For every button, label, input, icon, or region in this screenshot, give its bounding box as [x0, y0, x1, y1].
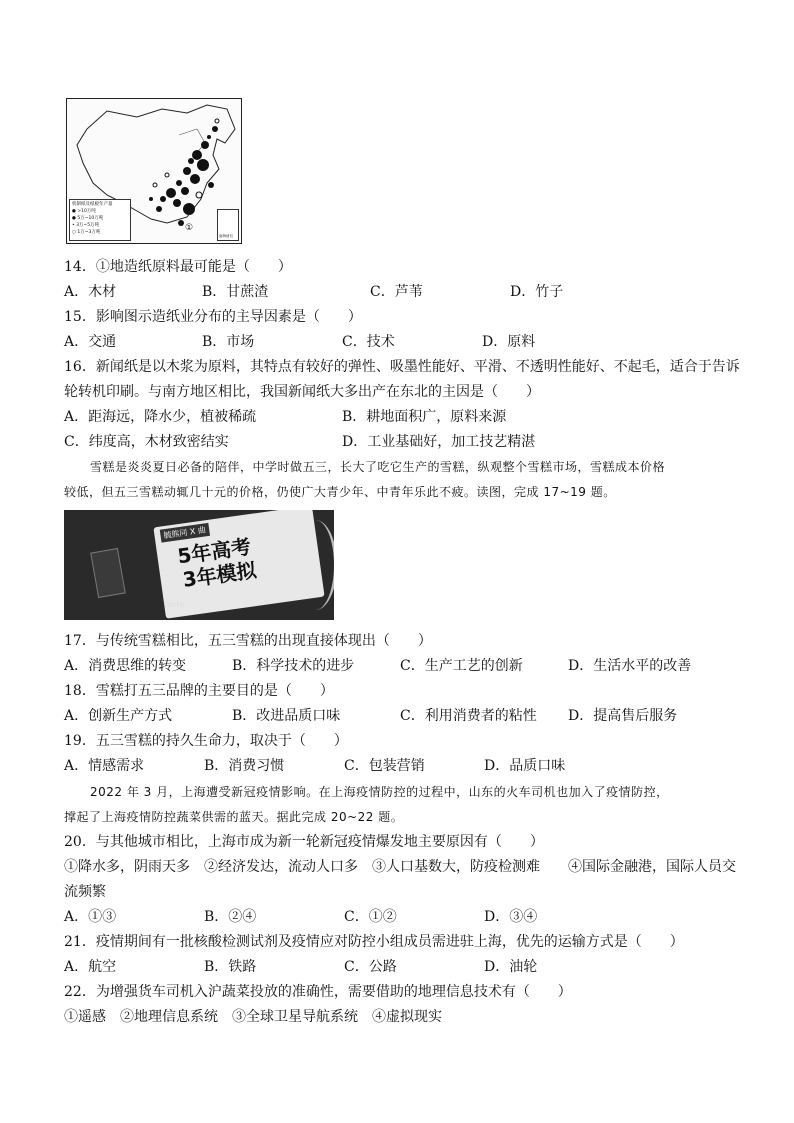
ice-cream-stick-image — [90, 548, 126, 598]
q15-option-d: D．原料 — [482, 334, 536, 350]
q16-option-a: A．距海远，降水少，植被稀疏 — [64, 409, 257, 425]
question-16-stem-line2: 轮转机印刷。与南方地区相比，我国新闻纸大多出产在东北的主因是（ ） — [64, 384, 540, 400]
question-19-stem: 19．五三雪糕的持久生命力，取决于（ ） — [64, 733, 348, 749]
q17-option-d: D．生活水平的改善 — [568, 658, 692, 674]
passage-17-19 — [64, 455, 728, 505]
q17-option-b: B．科学技术的进步 — [232, 658, 355, 674]
q21-option-a: A．航空 — [64, 959, 117, 975]
passage-line: 较低，但五三雪糕动辄几十元的价格，仍使广大青少年、中青年乐此不疲。读图，完成 17~19 题。 — [64, 485, 616, 499]
package-brand-label: 毓熊同 X 曲 — [160, 523, 210, 543]
question-20-items-line1: ①降水多，阴雨天多 ②经济发达，流动人口多 ③人口基数大，防疫检测难 ④国际金融港，国际人员交 — [64, 859, 736, 875]
question-20-items-line2: 流频繁 — [64, 884, 106, 900]
q19-option-c: C．包装营销 — [344, 758, 425, 774]
passage-line: 雪糕是炎炎夏日必备的陪伴，中学时做五三，长大了吃它生产的雪糕，纵观整个雪糕市场，雪糕成本价格 — [90, 460, 666, 474]
q17-option-a: A．消费思维的转变 — [64, 658, 187, 674]
q20-option-d: D．③④ — [484, 909, 538, 925]
passage-line: 撑起了上海疫情防控蔬菜供需的蓝天。据此完成 20~22 题。 — [64, 810, 404, 824]
map-legend-item: ● >10万吨 — [72, 209, 96, 214]
map-legend-item: ○ 1万~3万吨 — [72, 230, 101, 235]
q14-option-b: B．甘蔗渣 — [202, 284, 269, 300]
q20-option-c: C．①② — [344, 909, 397, 925]
passage-20-22 — [64, 780, 728, 830]
map-legend-title: 机制纸及纸板年产量 — [72, 202, 113, 207]
photo-caption: taste — [164, 600, 185, 609]
question-15-stem: 15．影响图示造纸业分布的主导因素是（ ） — [64, 309, 362, 325]
package-title-line2: 3年模拟 — [181, 557, 258, 592]
q16-option-d: D．工业基础好，加工技艺精湛 — [342, 434, 536, 450]
q19-option-b: B．消费习惯 — [204, 758, 285, 774]
q19-option-d: D．品质口味 — [484, 758, 566, 774]
q16-option-b: B．耕地面积广，原料来源 — [342, 409, 507, 425]
question-18-stem: 18．雪糕打五三品牌的主要目的是（ ） — [64, 683, 334, 699]
package-title-line1: 5年高考 — [175, 534, 253, 569]
q14-option-c: C．芦苇 — [370, 284, 423, 300]
q15-option-c: C．技术 — [342, 334, 395, 350]
map-location-label: ① — [185, 223, 194, 233]
question-22-items: ①遥感 ②地理信息系统 ③全球卫星导航系统 ④虚拟现实 — [64, 1009, 442, 1025]
q21-option-b: B．铁路 — [204, 959, 257, 975]
question-21-stem: 21．疫情期间有一批核酸检测试剂及疫情应对防控小组成员需进驻上海，优先的运输方式是（ ） — [64, 934, 684, 950]
q15-option-a: A．交通 — [64, 334, 117, 350]
question-20-stem: 20．与其他城市相比，上海市成为新一轮新冠疫情爆发地主要原因有（ ） — [64, 834, 544, 850]
q21-option-d: D．油轮 — [484, 959, 538, 975]
question-14-stem: 14．①地造纸原料最可能是（ ） — [64, 259, 292, 275]
q15-option-b: B．市场 — [202, 334, 255, 350]
q20-option-a: A．①③ — [64, 909, 117, 925]
q18-option-d: D．提高售后服务 — [568, 708, 678, 724]
ice-cream-product-photo — [64, 510, 334, 620]
map-legend-item: ● 5万~10万吨 — [72, 216, 104, 221]
map-inset-south-china-sea — [217, 209, 239, 241]
q18-option-a: A．创新生产方式 — [64, 708, 173, 724]
q20-option-b: B．②④ — [204, 909, 257, 925]
ribbon-decoration — [294, 520, 334, 610]
q19-option-a: A．情感需求 — [64, 758, 145, 774]
china-paper-production-map — [66, 98, 242, 244]
q18-option-c: C．利用消费者的粘性 — [400, 708, 537, 724]
q16-option-c: C．纬度高，木材致密结实 — [64, 434, 229, 450]
q21-option-c: C．公路 — [344, 959, 397, 975]
passage-line: 2022 年 3 月，上海遭受新冠疫情影响。在上海疫情防控的过程中，山东的火车司机也加入了疫情防控， — [90, 785, 669, 799]
q14-option-a: A．木材 — [64, 284, 117, 300]
map-legend — [69, 199, 131, 241]
q17-option-c: C．生产工艺的创新 — [400, 658, 523, 674]
question-17-stem: 17．与传统雪糕相比，五三雪糕的出现直接体现出（ ） — [64, 633, 432, 649]
map-legend-item: • 3万~5万吨 — [72, 223, 100, 228]
question-22-stem: 22．为增强货车司机入沪蔬菜投放的准确性，需要借助的地理信息技术有（ ） — [64, 984, 572, 1000]
question-16-stem-line1: 16．新闻纸是以木浆为原料，其特点有较好的弹性、吸墨性能好、平滑、不透明性能好、不起毛，适合于告诉 — [64, 359, 740, 375]
q14-option-d: D．竹子 — [510, 284, 564, 300]
map-inset-label: 南海诸岛 — [219, 234, 233, 238]
q18-option-b: B．改进品质口味 — [232, 708, 341, 724]
